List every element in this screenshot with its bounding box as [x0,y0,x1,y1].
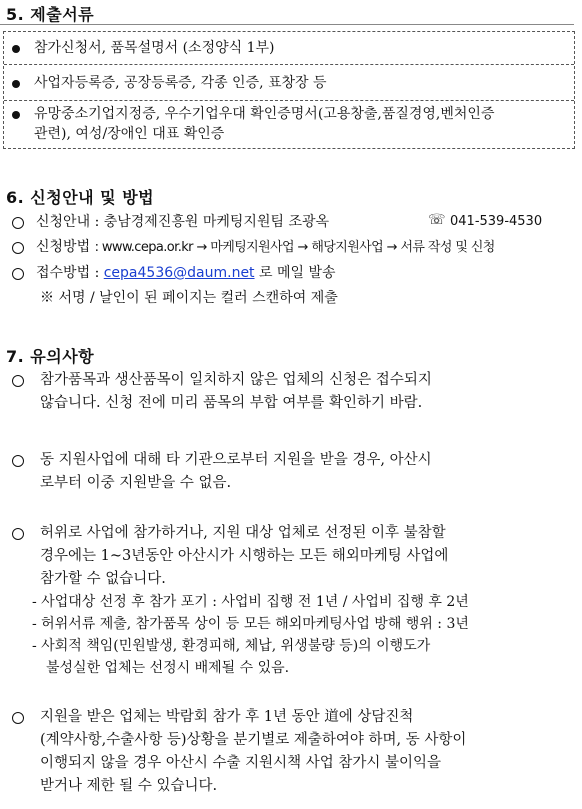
penalty-item: - 허위서류 제출, 참가품목 상이 등 모든 해외마케팅사업 방해 행위 : 3년 [32,616,469,632]
list-item-text: 관련), 여성/장애인 대표 확인증 [34,126,225,142]
circle-bullet-icon [12,242,24,254]
paragraph-line: 참가품목과 생산품목이 일치하지 않은 업체의 신청은 접수되지 [40,372,432,388]
penalty-item: - 사회적 책임(민원발생, 환경피해, 체납, 위생불량 등)의 이행도가 [32,638,431,654]
receipt-suffix: 로 메일 발송 [259,265,336,281]
circle-bullet-icon [12,712,24,724]
method-text: : www.cepa.or.kr → 마케팅지원사업 → 해당지원사업 → 서류 작성 및 신청 [94,240,495,255]
section-5-title: 5. 제출서류 [6,5,95,24]
list-item-text: 유망중소기업지정증, 우수기업우대 확인증명서(고용창출,품질경영,벤처인증 [34,106,495,122]
paragraph-line: (계약사항,수출사항 등)상황을 분기별로 제출하여야 하며, 동 사항이 [40,732,467,748]
circle-bullet-icon [12,268,24,280]
list-item-text: 참가신청서, 품목설명서 (소정양식 1부) [34,40,275,56]
notice-paragraph [40,449,556,495]
paragraph-line: 허위로 사업에 참가하거나, 지원 대상 업체로 선정된 이후 불참할 [40,525,446,541]
scan-note: ※ 서명 / 날인이 된 페이지는 컬러 스캔하여 제출 [40,290,338,306]
list-item-text: 사업자등록증, 공장등록증, 각종 인증, 표창장 등 [34,75,327,91]
section-divider [0,24,574,25]
circle-bullet-icon [12,375,24,387]
notice-paragraph [40,369,556,415]
paragraph-line: 받거나 제한 될 수 있습니다. [40,778,218,794]
notice-paragraph [40,522,556,591]
list-item [4,32,574,65]
circle-bullet-icon [12,528,24,540]
contact-line [36,212,329,232]
phone-icon: ☏ [428,212,446,228]
receipt-separator: : [94,265,100,281]
circle-bullet-icon [12,455,24,467]
bullet-icon [12,45,20,53]
contact-text: : 충남경제진흥원 마케팅지원팀 조광옥 [94,214,330,230]
documents-box [3,31,575,149]
circle-bullet-icon [12,217,24,229]
list-item [4,65,574,101]
receipt-line [36,263,336,283]
section-6-title: 6. 신청안내 및 방법 [6,188,155,207]
bullet-icon [12,111,20,119]
email-link[interactable]: cepa4536@daum.net [103,265,255,281]
paragraph-line: 경우에는 1~3년동안 아산시가 시행하는 모든 해외마케팅 사업에 [40,548,449,564]
notice-paragraph [40,706,556,798]
phone-number: 041-539-4530 [450,214,543,229]
method-label: 신청방법 [36,239,91,255]
penalty-item: - 사업대상 선정 후 참가 포기 : 사업비 집행 전 1년 / 사업비 집행 후 2년 [32,594,469,610]
paragraph-line: 지원을 받은 업체는 박람회 참가 후 1년 동안 道에 상담진척 [40,709,414,725]
paragraph-line: 참가할 수 없습니다. [40,571,166,587]
penalty-item-cont: 불성실한 업체는 선정시 배제될 수 있음. [46,660,290,676]
method-line [36,237,495,258]
list-item [4,101,574,150]
paragraph-line: 않습니다. 신청 전에 미리 품목의 부합 여부를 확인하기 바람. [40,395,423,411]
paragraph-line: 이행되지 않을 경우 아산시 수출 지원시책 사업 참가시 불이익을 [40,755,442,771]
bullet-icon [12,80,20,88]
section-7-title: 7. 유의사항 [6,347,95,366]
paragraph-line: 로부터 이중 지원받을 수 없음. [40,475,232,491]
receipt-label: 접수방법 [36,265,91,281]
paragraph-line: 동 지원사업에 대해 타 기관으로부터 지원을 받을 경우, 아산시 [40,452,432,468]
contact-label: 신청안내 [36,214,91,230]
